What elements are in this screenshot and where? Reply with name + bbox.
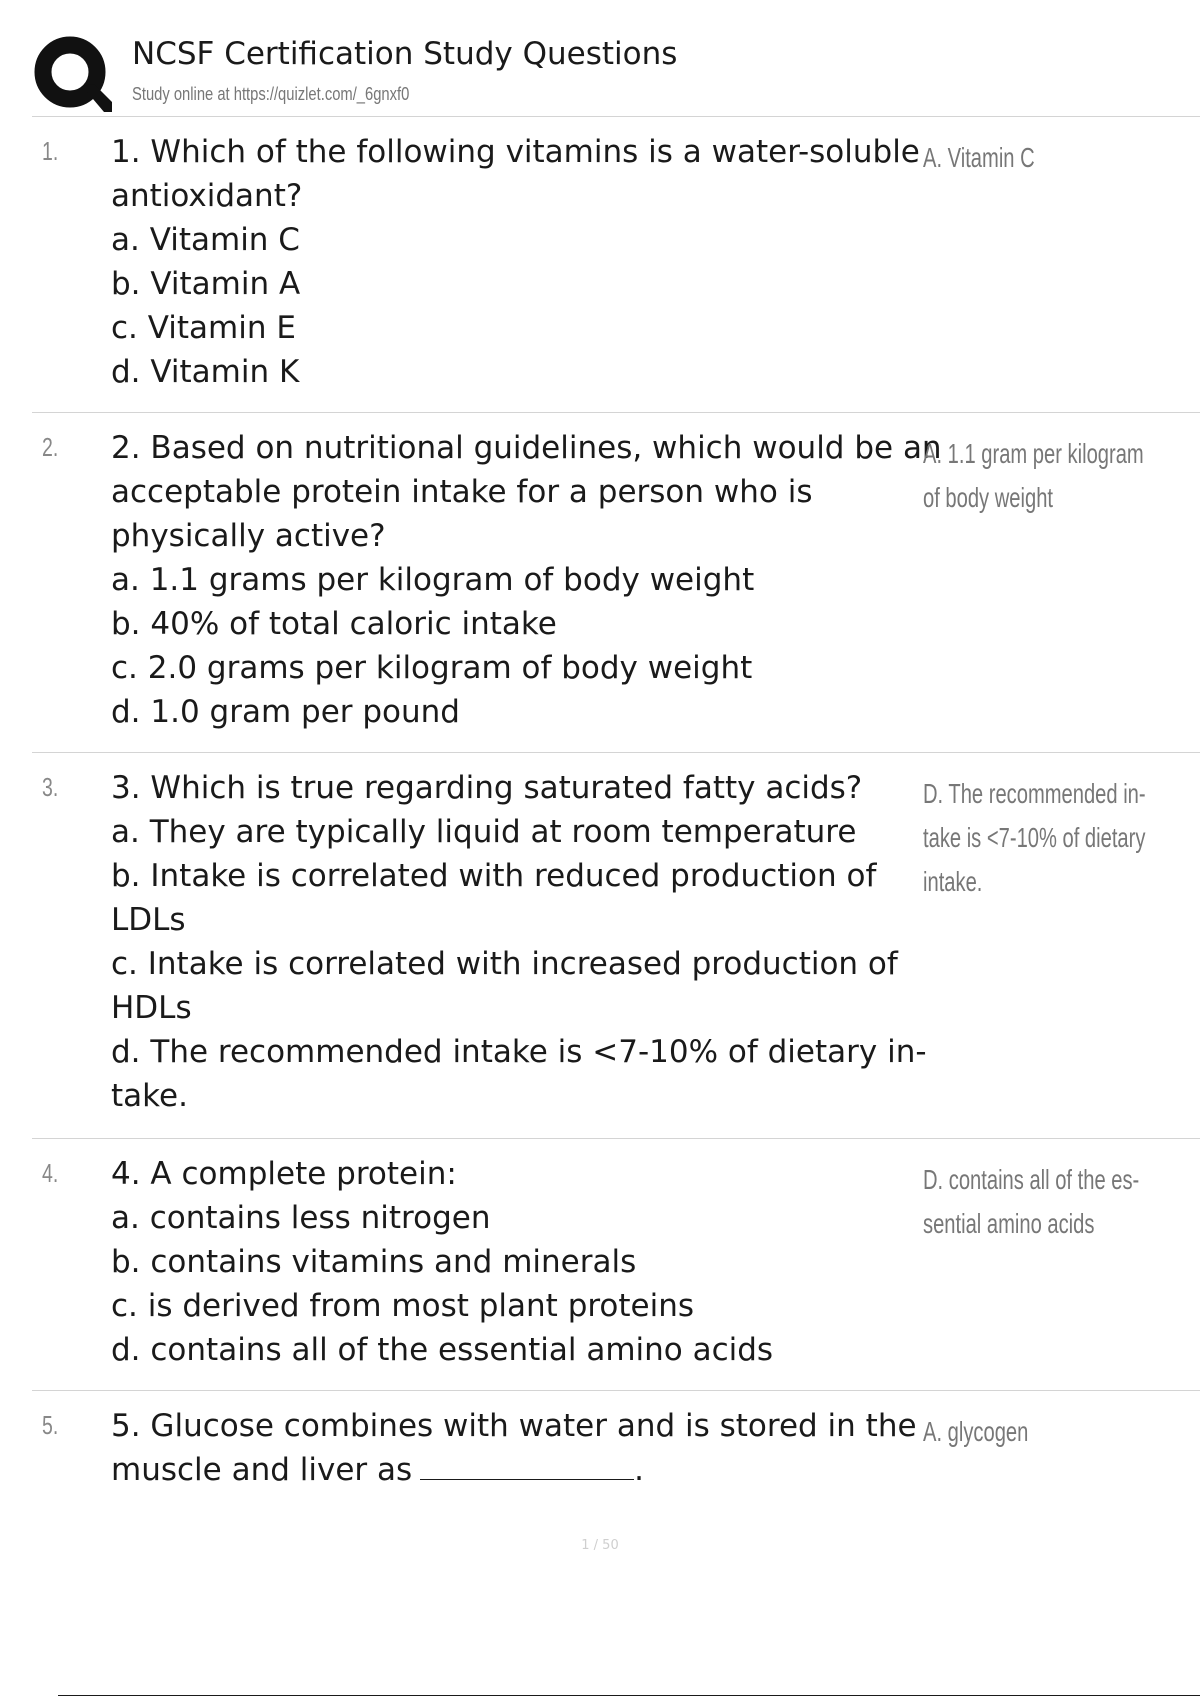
answer-line: sential amino acids <box>923 1208 1095 1239</box>
answer-text <box>923 772 1182 904</box>
option-line: d. The recommended intake is <7-10% of dietary in- <box>111 1034 927 1070</box>
card-number: 2. <box>42 432 59 462</box>
divider <box>32 116 1200 117</box>
answer-line: A. Vitamin C <box>923 142 1035 173</box>
answer-line: A. 1.1 gram per kilogram <box>923 438 1144 469</box>
question-line: antioxidant? <box>111 178 303 214</box>
option-line: take. <box>111 1078 188 1114</box>
question-line <box>111 1448 951 1492</box>
option-line: d. 1.0 gram per pound <box>111 694 460 730</box>
document-title: NCSF Certification Study Questions <box>132 36 678 72</box>
card-number: 1. <box>42 136 59 166</box>
option-line: d. contains all of the essential amino acids <box>111 1332 774 1368</box>
document-header <box>32 28 1200 116</box>
answer-line: of body weight <box>923 482 1054 513</box>
question-end: . <box>634 1452 645 1488</box>
option-line: c. 2.0 grams per kilogram of body weight <box>111 650 753 686</box>
card-number: 5. <box>42 1410 59 1440</box>
option-line: a. 1.1 grams per kilogram of body weight <box>111 562 755 598</box>
answer-line: D. The recommended in- <box>923 778 1146 809</box>
option-line: d. Vitamin K <box>111 354 300 390</box>
answer-line: D. contains all of the es- <box>923 1164 1140 1195</box>
question-line: 3. Which is true regarding saturated fatty acids? <box>111 770 863 806</box>
fill-in-blank <box>420 1457 634 1480</box>
option-line: a. contains less nitrogen <box>111 1200 491 1236</box>
option-line: b. Intake is correlated with reduced production of <box>111 858 877 894</box>
option-line: HDLs <box>111 990 192 1026</box>
question-text <box>111 766 951 1118</box>
question-text <box>111 130 951 394</box>
option-line: a. They are typically liquid at room temperature <box>111 814 857 850</box>
divider <box>32 1390 1200 1391</box>
option-line: c. is derived from most plant proteins <box>111 1288 695 1324</box>
question-line: 1. Which of the following vitamins is a water-soluble <box>111 134 920 170</box>
question-text <box>111 1404 951 1492</box>
answer-line: take is <7-10% of dietary <box>923 822 1146 853</box>
answer-text <box>923 1410 1182 1454</box>
answer-text <box>923 136 1182 180</box>
footer-divider <box>58 1695 1200 1696</box>
question-text <box>111 1152 951 1372</box>
answer-line: intake. <box>923 866 983 897</box>
page-number: 1 / 50 <box>581 1538 619 1553</box>
card-number: 3. <box>42 772 59 802</box>
card-number: 4. <box>42 1158 59 1188</box>
study-online-link[interactable]: Study online at https://quizlet.com/_6gnxf0 <box>132 84 410 104</box>
option-line: LDLs <box>111 902 186 938</box>
question-line: physically active? <box>111 518 386 554</box>
question-tail: muscle and liver as <box>111 1452 413 1488</box>
answer-text <box>923 1158 1182 1246</box>
answer-line: A. glycogen <box>923 1416 1029 1447</box>
quizlet-logo-icon <box>32 34 112 114</box>
divider <box>32 412 1200 413</box>
answer-text <box>923 432 1182 520</box>
question-line: 2. Based on nutritional guidelines, which would be an <box>111 430 942 466</box>
question-line: 4. A complete protein: <box>111 1156 457 1192</box>
option-line: c. Vitamin E <box>111 310 296 346</box>
question-line: 5. Glucose combines with water and is stored in the <box>111 1408 917 1444</box>
option-line: b. contains vitamins and minerals <box>111 1244 637 1280</box>
divider <box>32 1138 1200 1139</box>
option-line: b. 40% of total caloric intake <box>111 606 557 642</box>
option-line: a. Vitamin C <box>111 222 300 258</box>
question-text <box>111 426 951 734</box>
question-line: acceptable protein intake for a person who is <box>111 474 813 510</box>
divider <box>32 752 1200 753</box>
option-line: c. Intake is correlated with increased production of <box>111 946 898 982</box>
option-line: b. Vitamin A <box>111 266 301 302</box>
